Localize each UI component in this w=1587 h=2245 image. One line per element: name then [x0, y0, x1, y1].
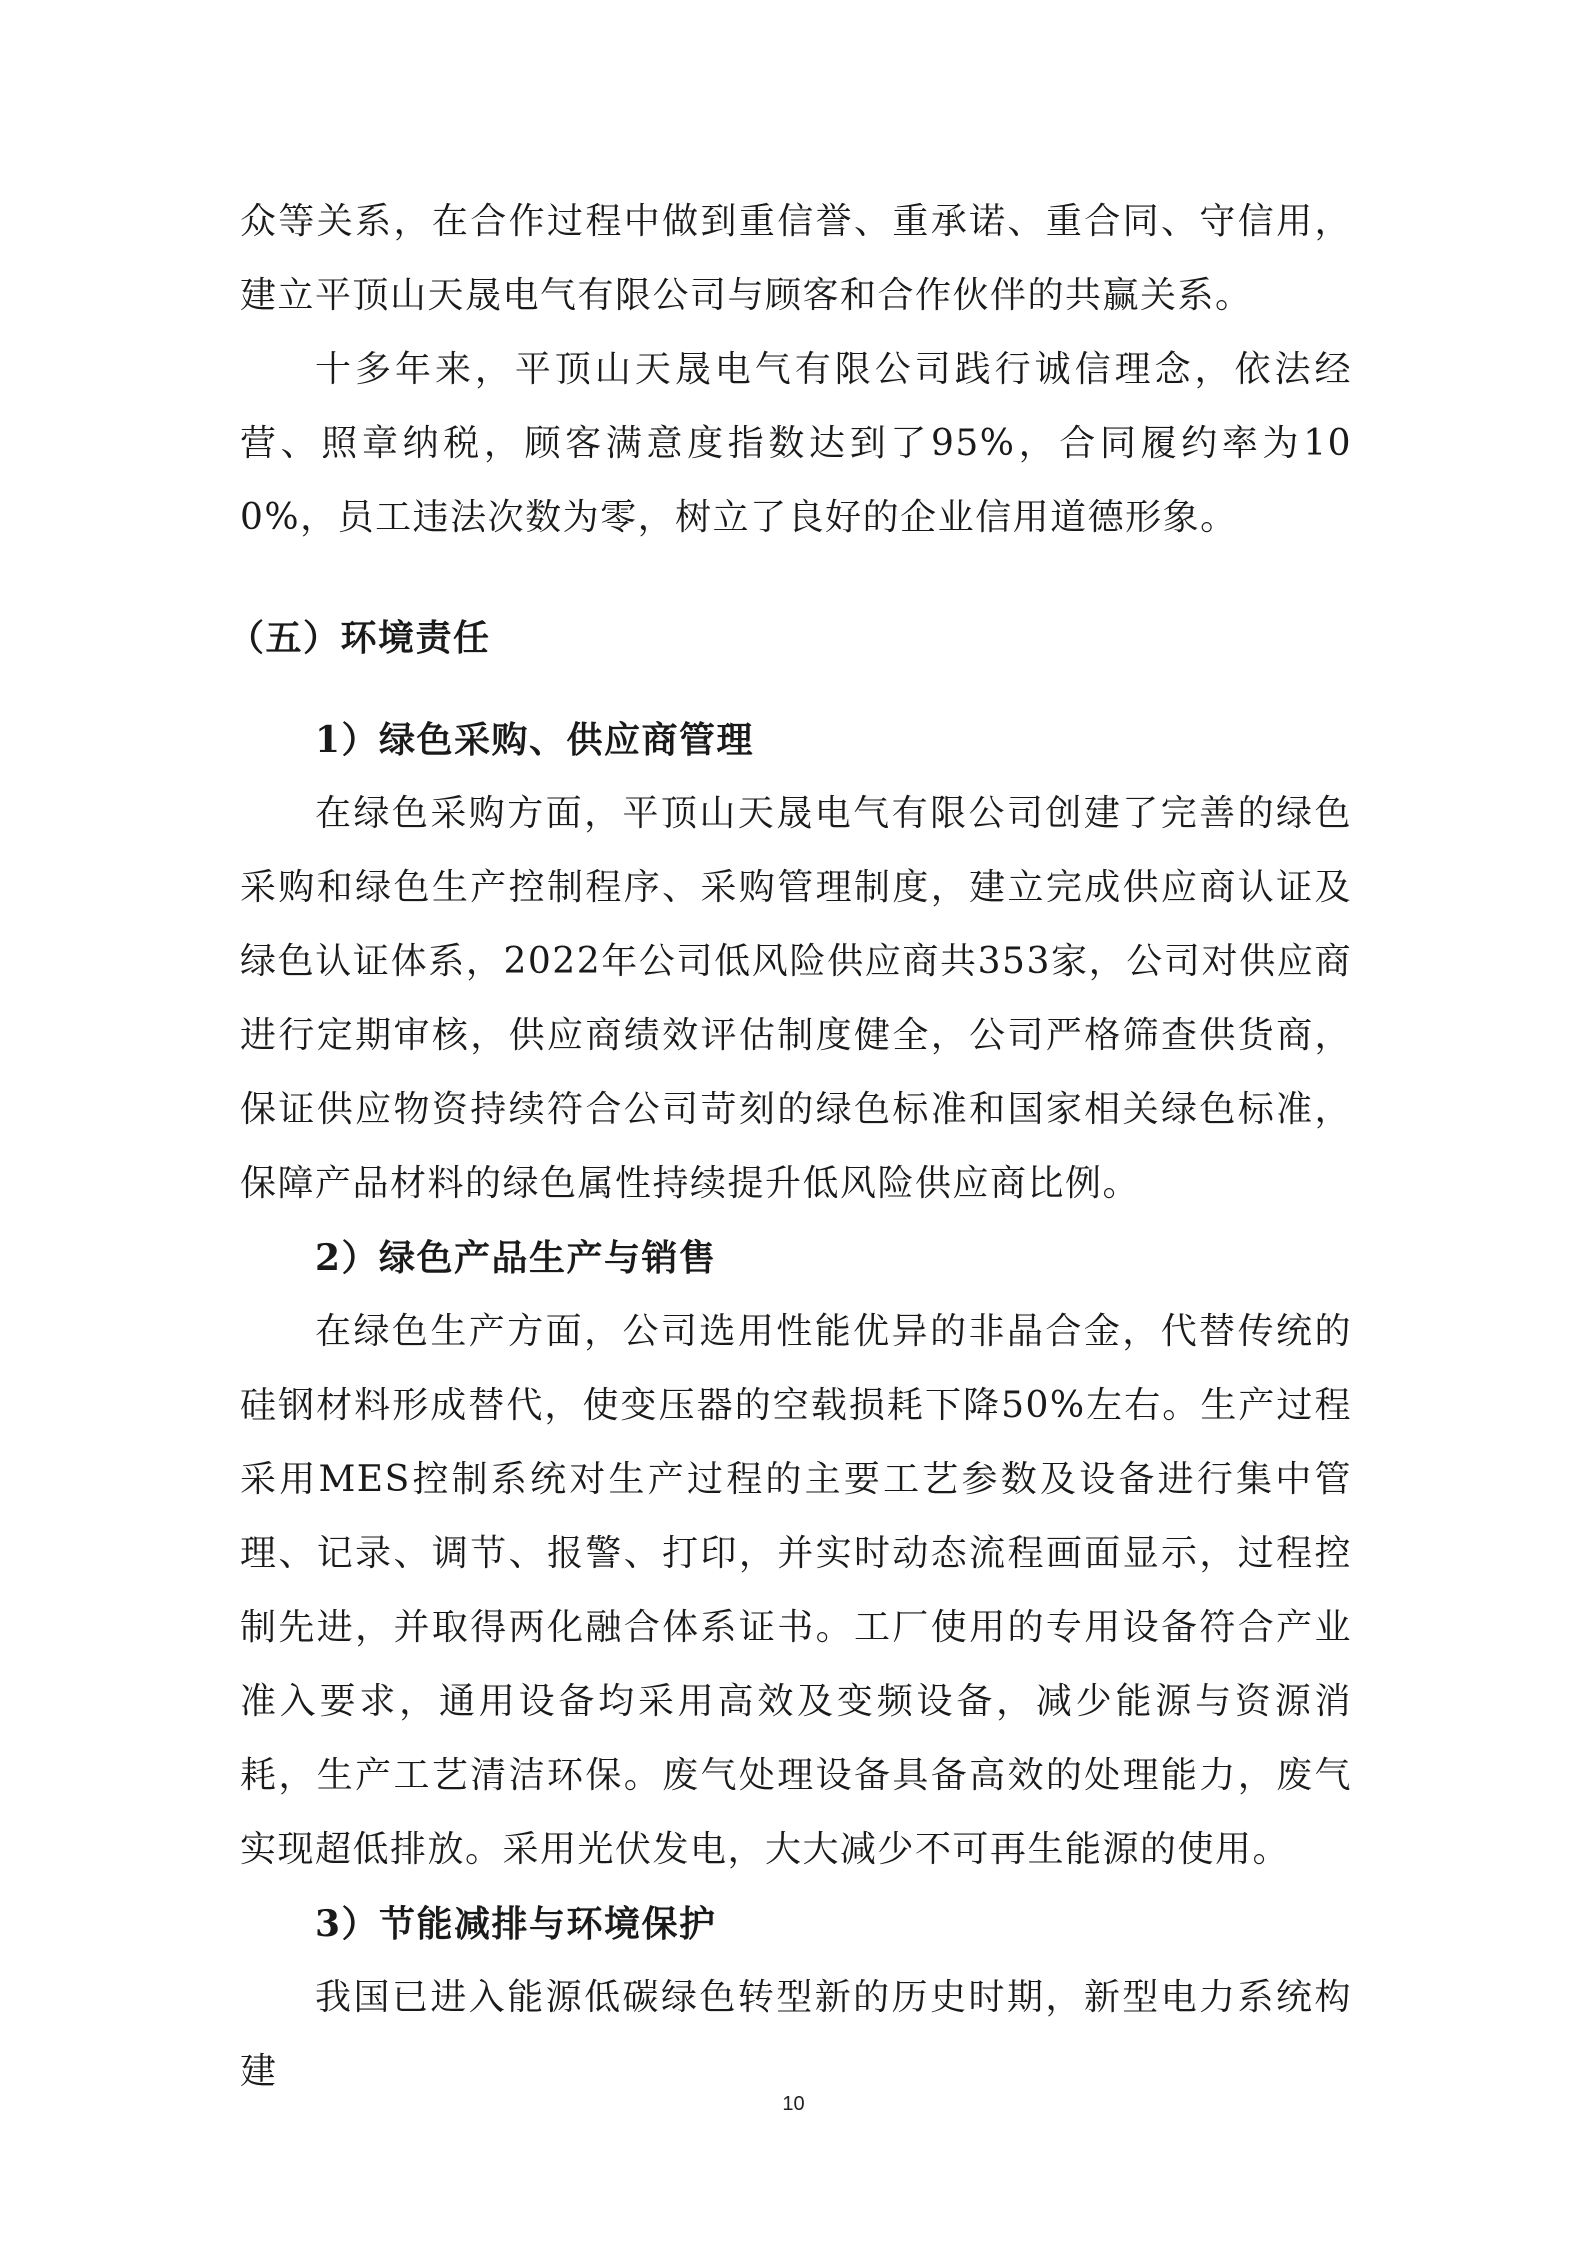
paragraph-partnership: 众等关系，在合作过程中做到重信誉、重承诺、重合同、守信用，建立平顶山天晟电气有限公司与顾客和合作伙伴的共赢关系。 — [240, 201, 1352, 316]
page-number: 10 — [782, 2093, 805, 2115]
paragraph-green-production: 在绿色生产方面，公司选用性能优异的非晶合金，代替传统的硅钢材料形成替代，使变压器的空载损耗下降50%左右。生产过程采用MES控制系统对生产过程的主要工艺参数及设备进行集中管理、记录、调节、报警、打印，并实时动态流程画面显示，过程控制先进，并取得两化融合体系证书。工厂使用的专用设备符合产业准入要求，通用设备均采用高效及变频设备，减少能源与资源消耗，生产工艺清洁环保。废气处理设备具备高效的处理能力，废气实现超低排放。采用光伏发电，大大减少不可再生能源的使用。 — [240, 1311, 1352, 1870]
paragraph-integrity: 十多年来，平顶山天晟电气有限公司践行诚信理念，依法经营、照章纳税，顾客满意度指数达到了95%，合同履约率为100%，员工违法次数为零，树立了良好的企业信用道德形象。 — [240, 349, 1352, 538]
section-heading-environment: （五）环境责任 — [228, 617, 491, 659]
subheading-green-production: 2）绿色产品生产与销售 — [315, 1237, 717, 1279]
paragraph-green-procurement: 在绿色采购方面，平顶山天晟电气有限公司创建了完善的绿色采购和绿色生产控制程序、采购管理制度，建立完成供应商认证及绿色认证体系，2022年公司低风险供应商共353家，公司对供应商进行定期审核，供应商绩效评估制度健全，公司严格筛查供货商，保证供应物资持续符合公司苛刻的绿色标准和国家相关绿色标准，保障产品材料的绿色属性持续提升低风险供应商比例。 — [240, 793, 1352, 1204]
subheading-energy-saving: 3）节能减排与环境保护 — [315, 1903, 717, 1945]
subheading-green-procurement: 1）绿色采购、供应商管理 — [315, 719, 755, 761]
document-body — [228, 185, 1352, 2109]
paragraph-energy-saving: 我国已进入能源低碳绿色转型新的历史时期，新型电力系统构建 — [240, 1977, 1352, 2092]
